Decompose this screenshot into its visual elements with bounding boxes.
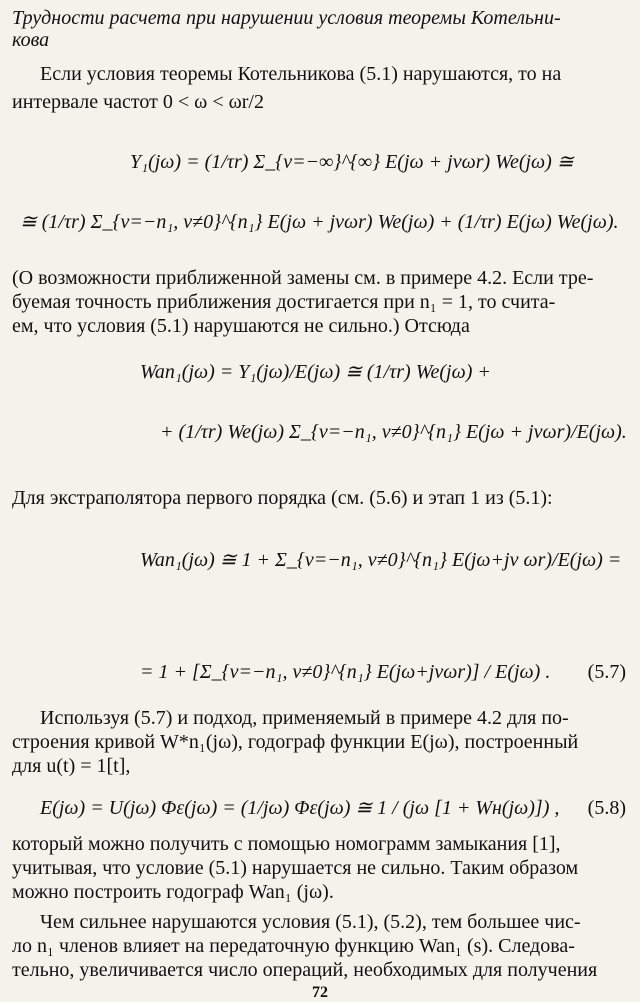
paragraph-6-line-2: ло n₁ членов влияет на передаточную функцию Wan₁ (s). Следова- [12,935,575,957]
paragraph-2-line-1: (О возможности приближенной замены см. в примере 4.2. Если тре- [12,267,594,289]
formula-2-line-1: Wan₁(jω) = Y₁(jω)/E(jω) ≅ (1/τr) We(jω) + [140,361,491,383]
equation-number-5-8: (5.8) [587,797,626,819]
paragraph-6-line-1: Чем сильнее нарушаются условия (5.1), (5.2), тем большее чис- [40,911,581,933]
paragraph-2-line-3: ем, что условия (5.1) нарушаются не сильно.) Отсюда [12,315,470,337]
formula-1-line-1: Y₁(jω) = (1/τr) Σ_{ν=−∞}^{∞} E(jω + jνωr) We(jω) ≅ [130,151,574,173]
section-heading-line-1: Трудности расчета при нарушении условия теоремы Котельни- [12,7,561,29]
formula-2-line-2: + (1/τr) We(jω) Σ_{ν=−n₁, ν≠0}^{n₁} E(jω + jνωr)/E(jω). [160,421,627,443]
paragraph-3: Для экстраполятора первого порядка (см. (5.6) и этап 1 из (5.1): [12,487,553,509]
paragraph-1-line-2: интервале частот 0 < ω < ωr/2 [12,91,264,113]
paragraph-5-line-2: учитывая, что условие (5.1) нарушается не сильно. Таким образом [12,857,579,879]
formula-1-line-2: ≅ (1/τr) Σ_{ν=−n₁, ν≠0}^{n₁} E(jω + jνωr) We(jω) + (1/τr) E(jω) We(jω). [20,211,619,233]
equation-number-5-7: (5.7) [587,661,626,683]
formula-4: E(jω) = U(jω) Φε(jω) = (1/jω) Φε(jω) ≅ 1 / (jω [1 + Wн(jω)]) , [40,797,560,819]
paragraph-5-line-3: можно построить годограф Wan₁ (jω). [12,881,334,903]
formula-3-line-1: Wan₁(jω) ≅ 1 + Σ_{ν=−n₁, ν≠0}^{n₁} E(jω+jν ωr)/E(jω) = [140,549,622,571]
page-number: 72 [312,984,328,1001]
paragraph-2-line-2: буемая точность приближения достигается при n₁ = 1, то счита- [12,291,556,313]
paragraph-5-line-1: который можно получить с помощью номограмм замыкания [1], [12,833,561,855]
paragraph-4-line-2: строения кривой W*n₁(jω), годограф функции E(jω), построенный [12,731,579,753]
formula-3-line-2: = 1 + [Σ_{ν=−n₁, ν≠0}^{n₁} E(jω+jνωr)] / E(jω) . [140,661,551,683]
section-heading-line-2: кова [12,29,50,51]
paragraph-4-line-1: Используя (5.7) и подход, применяемый в примере 4.2 для по- [40,707,569,729]
paragraph-6-line-3: тельно, увеличивается число операций, необходимых для получения [12,959,598,981]
paragraph-4-line-3: для u(t) = 1[t], [12,755,131,777]
paragraph-1-line-1: Если условия теоремы Котельникова (5.1) нарушаются, то на [40,63,562,85]
